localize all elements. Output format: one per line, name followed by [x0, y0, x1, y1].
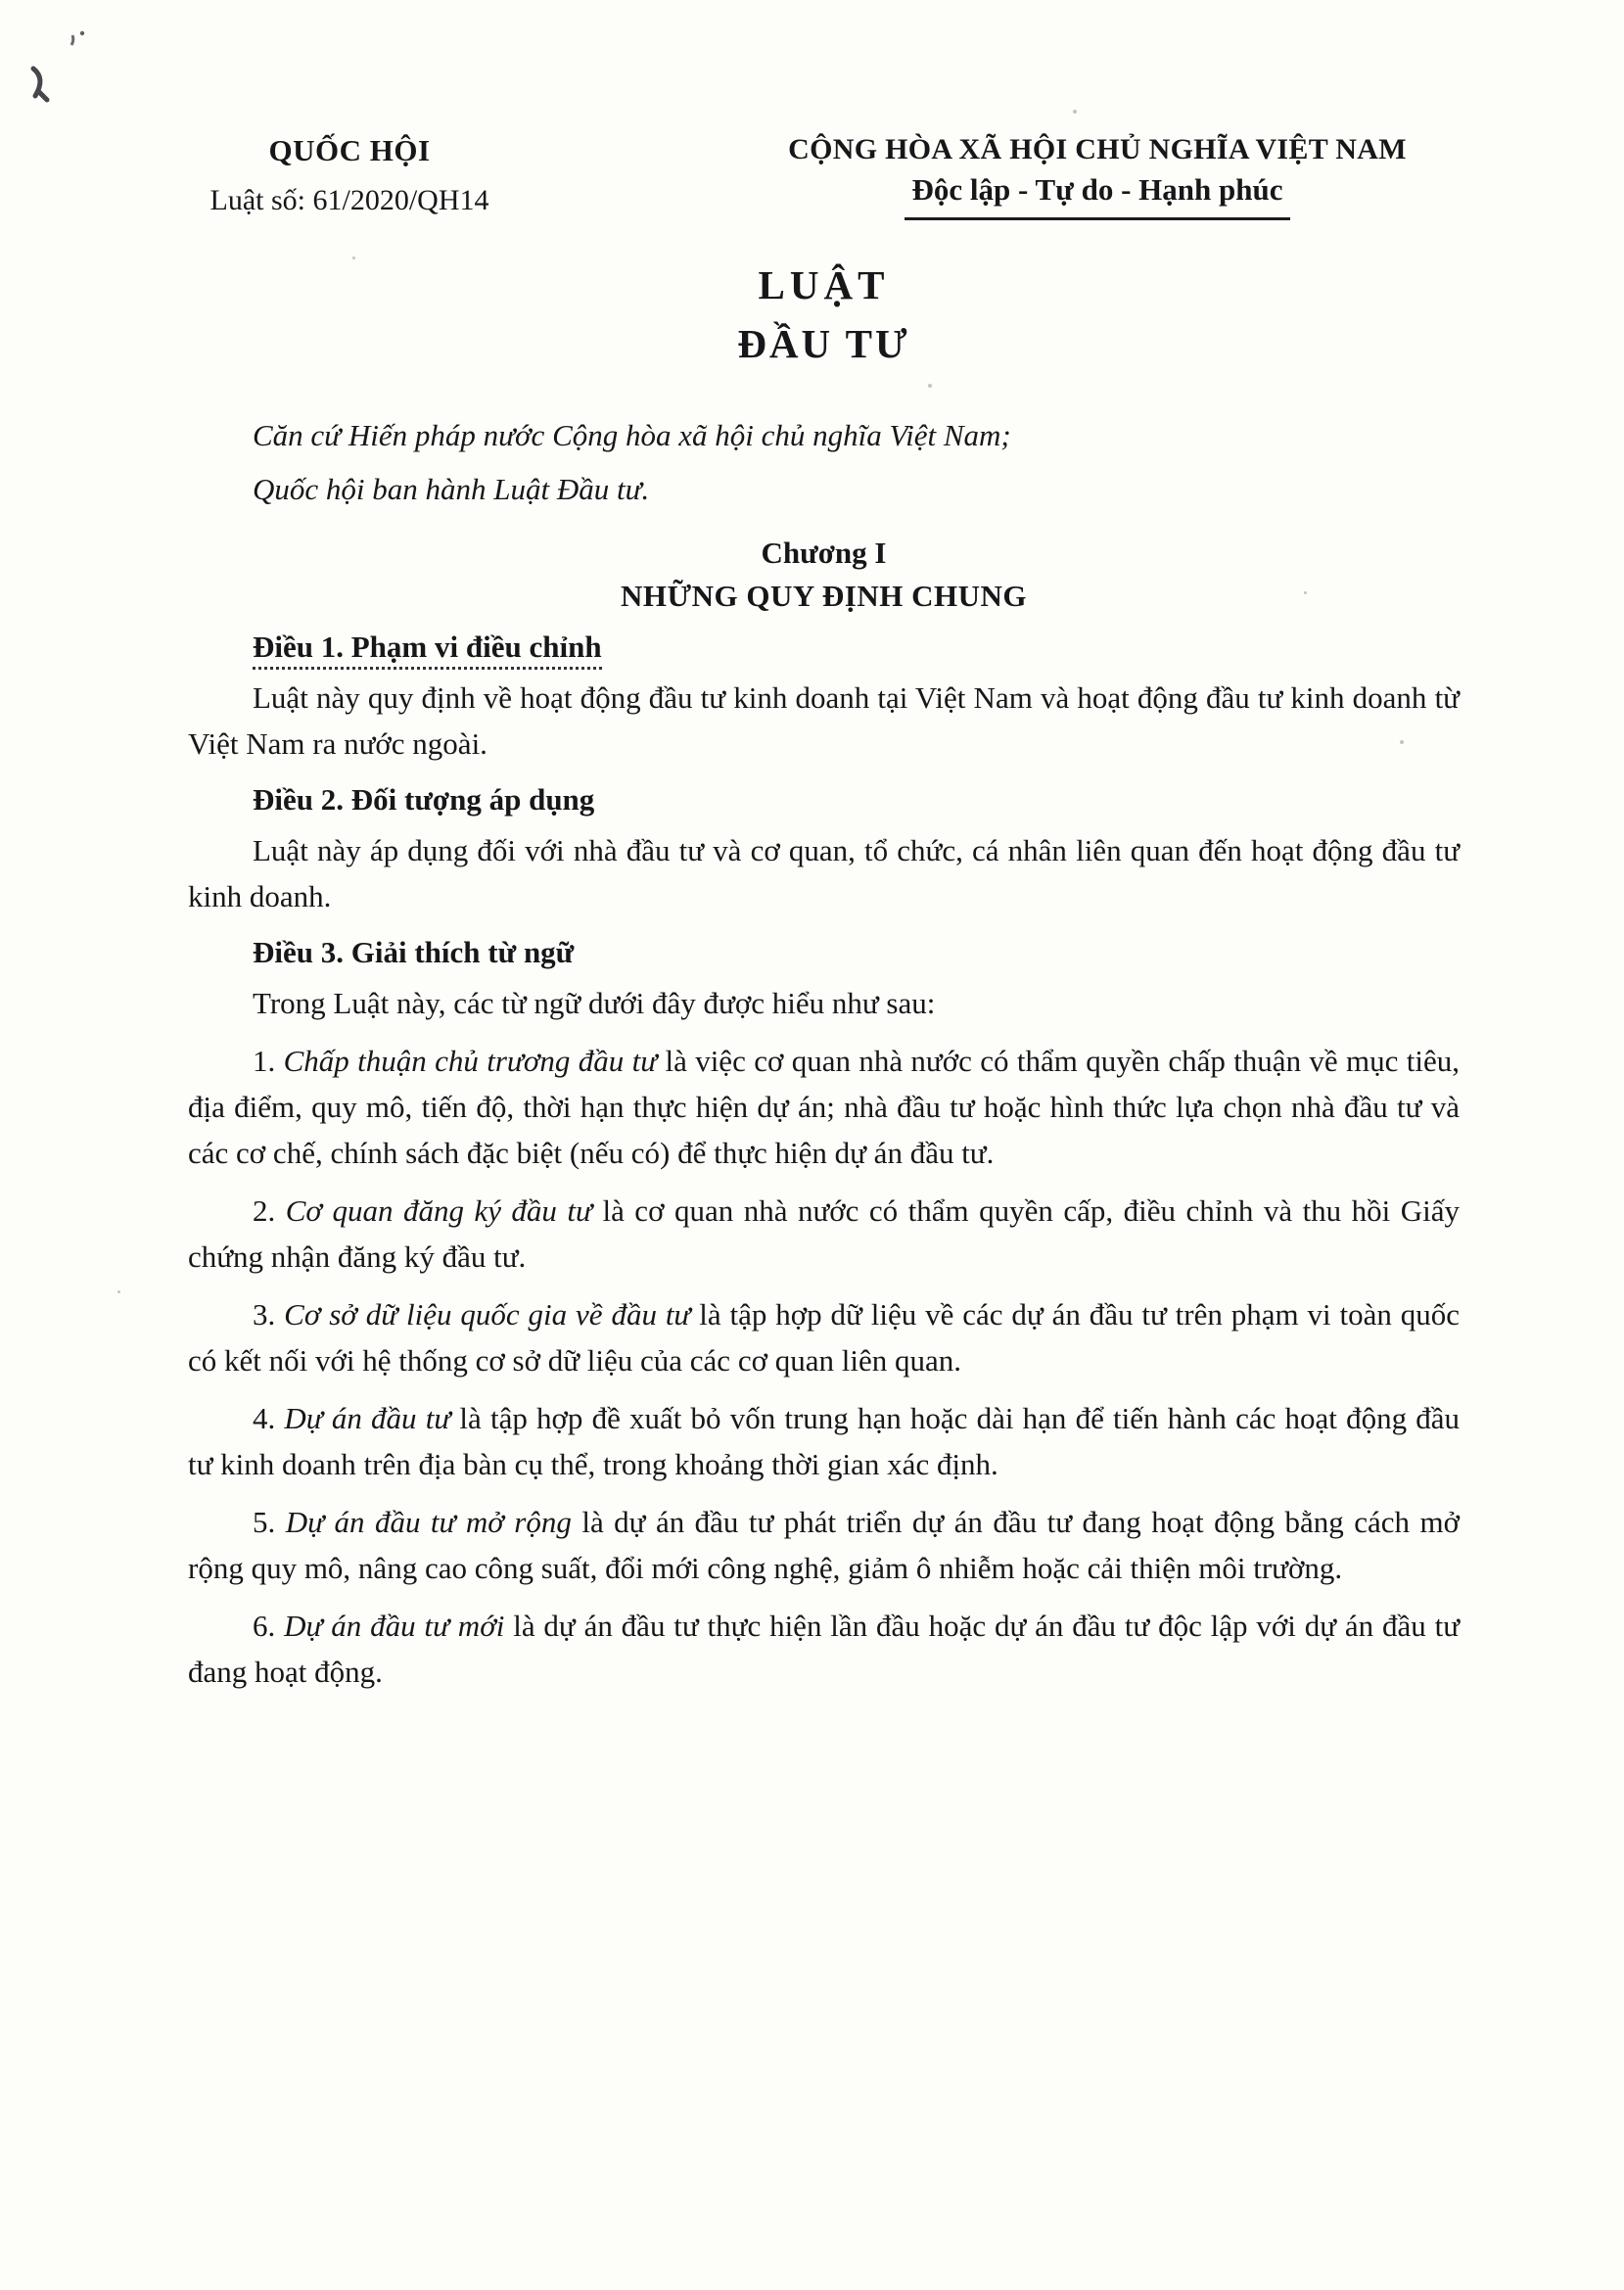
article-2-paragraph: Luật này áp dụng đối với nhà đầu tư và cơ quan, tổ chức, cá nhân liên quan đến hoạt động đầu tư kinh doanh.	[188, 833, 1460, 913]
article-1-heading	[188, 630, 1460, 665]
definition-term: Dự án đầu tư	[284, 1401, 451, 1435]
definition-item-6	[188, 1603, 1460, 1695]
definition-number: 2.	[253, 1193, 276, 1228]
definition-item-3	[188, 1291, 1460, 1383]
chapter-label: Chương I	[761, 536, 887, 570]
chapter-heading	[188, 536, 1460, 614]
definition-term: Dự án đầu tư mở rộng	[285, 1505, 572, 1539]
definition-text: là việc cơ quan nhà nước có thẩm quyền chấp thuận về mục tiêu, địa điểm, quy mô, tiến độ, thời hạn thực hiện dự án; nhà đầu tư hoặc hình thức lựa chọn nhà đầu tư và các cơ chế, chính sách đặc biệt (nếu có) để thực hiện dự án đầu tư.	[188, 1044, 1461, 1170]
law-subtitle: ĐẦU TƯ	[737, 321, 910, 366]
national-motto	[735, 172, 1460, 220]
definition-item-5	[188, 1499, 1460, 1591]
issuing-authority-block	[188, 133, 511, 217]
definition-item-4	[188, 1395, 1460, 1487]
article-2-heading: Điều 2. Đối tượng áp dụng	[253, 782, 595, 817]
law-number: Luật số: 61/2020/QH14	[209, 184, 489, 216]
national-header-block	[735, 133, 1460, 220]
law-title-block	[188, 261, 1460, 367]
law-title: LUẬT	[758, 262, 890, 307]
preamble	[253, 412, 1460, 512]
document-header	[188, 133, 1460, 220]
definition-number: 4.	[253, 1401, 276, 1435]
definition-text: là dự án đầu tư phát triển dự án đầu tư đang hoạt động bằng cách mở rộng quy mô, nâng cao công suất, đổi mới công nghệ, giảm ô nhiễm hoặc cải thiện môi trường.	[188, 1505, 1461, 1585]
definition-number: 5.	[253, 1505, 276, 1539]
article-1-heading-text: Điều 1. Phạm vi điều chỉnh	[253, 630, 602, 670]
definition-term: Cơ quan đăng ký đầu tư	[285, 1193, 592, 1228]
definition-text: là tập hợp dữ liệu về các dự án đầu tư trên phạm vi toàn quốc có kết nối với hệ thống cơ sở dữ liệu của các cơ quan liên quan.	[188, 1297, 1461, 1378]
article-3-heading: Điều 3. Giải thích từ ngữ	[253, 935, 575, 969]
definition-number: 6.	[253, 1609, 276, 1643]
definition-term: Chấp thuận chủ trương đầu tư	[283, 1044, 658, 1078]
definition-term: Cơ sở dữ liệu quốc gia về đầu tư	[284, 1297, 691, 1332]
issuing-authority: QUỐC HỘI	[268, 133, 431, 167]
definition-text: là dự án đầu tư thực hiện lần đầu hoặc dự án đầu tư độc lập với dự án đầu tư đang hoạt động.	[188, 1609, 1461, 1689]
definition-text: là tập hợp đề xuất bỏ vốn trung hạn hoặc dài hạn để tiến hành các hoạt động đầu tư kinh doanh trên địa bàn cụ thể, trong khoảng thời gian xác định.	[188, 1401, 1460, 1481]
preamble-line: Căn cứ Hiến pháp nước Cộng hòa xã hội chủ nghĩa Việt Nam;	[253, 418, 1011, 452]
article-1-paragraph: Luật này quy định về hoạt động đầu tư kinh doanh tại Việt Nam và hoạt động đầu tư kinh doanh từ Việt Nam ra nước ngoài.	[188, 680, 1460, 761]
definition-term: Dự án đầu tư mới	[284, 1609, 505, 1643]
definition-item-2	[188, 1188, 1460, 1280]
article-3-intro: Trong Luật này, các từ ngữ dưới đây được hiểu như sau:	[253, 986, 936, 1020]
definition-number: 3.	[253, 1297, 276, 1332]
definition-item-1	[188, 1038, 1460, 1176]
national-motto-text: Độc lập - Tự do - Hạnh phúc	[905, 172, 1291, 220]
definition-number: 1.	[253, 1044, 276, 1078]
country-name: CỘNG HÒA XÃ HỘI CHỦ NGHĨA VIỆT NAM	[788, 133, 1407, 165]
definition-text: là cơ quan nhà nước có thẩm quyền cấp, điều chỉnh và thu hồi Giấy chứng nhận đăng ký đầu tư.	[188, 1193, 1461, 1274]
preamble-line: Quốc hội ban hành Luật Đầu tư.	[253, 472, 650, 506]
chapter-title: NHỮNG QUY ĐỊNH CHUNG	[621, 579, 1027, 613]
